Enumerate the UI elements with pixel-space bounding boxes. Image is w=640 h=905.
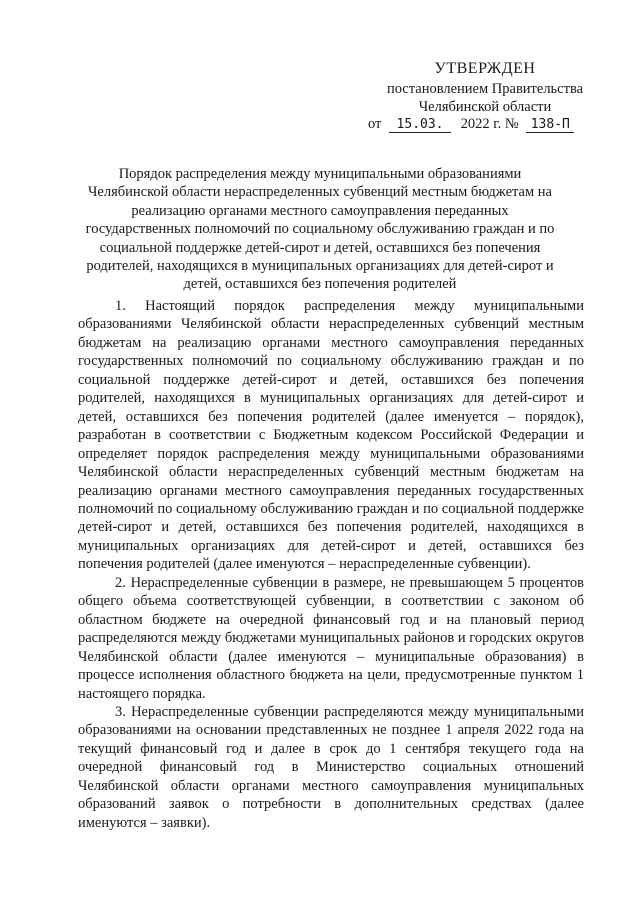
approved-heading: УТВЕРЖДЕН (434, 60, 536, 77)
document-title: Порядок распределения между муниципальными образованиями Челябинской области нераспределенных субвенций местным бюджетам на реализацию органами местного самоуправления переданных государственных полномочий по социальному обслуживанию граждан и по социальной поддержке детей-сирот и детей, оставшихся без попечения родителей, находящихся в муниципальных организациях для детей-сирот и детей, оставшихся без попечения родителей (85, 166, 555, 293)
approval-line-2: Челябинской области (418, 99, 552, 115)
document-body (78, 297, 584, 832)
approval-date-line (368, 115, 598, 133)
date-value: 15.03. (389, 117, 451, 133)
decree-number: 138-П (526, 117, 574, 133)
paragraph-1: 1. Настоящий порядок распределения между муниципальными образованиями Челябинской области нераспределенных субвенций местным бюджетам на реализацию органами местного самоуправления переданных государственных полномочий по социальному обслуживанию граждан и по социальной поддержке детей-сирот и детей, оставшихся без попечения родителей, находящихся в муниципальных организациях для детей-сирот и детей, оставшихся без попечения родителей (далее именуется – порядок), разработан в соответствии с Бюджетным кодексом Российской Федерации и определяет порядок распределения между муниципальными образованиями Челябинской области нераспределенных субвенций местным бюджетам на реализацию органами местного самоуправления переданных государственных полномочий по социальному обслуживанию граждан и по социальной поддержке детей-сирот и детей, оставшихся без попечения родителей, находящихся в муниципальных организациях для детей-сирот и детей, оставшихся без попечения родителей (далее именуются – нераспределенные субвенции). (78, 298, 584, 573)
year-text: 2022 г. № (460, 116, 519, 132)
paragraph-3: 3. Нераспределенные субвенции распределяются между муниципальными образованиями на основании представленных не позднее 1 апреля 2022 года на текущий финансовый год и далее в срок до 1 сентября текущего года на очередной финансовый год в Министерство социальных отношений Челябинской области органами местного самоуправления муниципальных образований заявок о потребности в дополнительных средствах (далее именуются – заявки). (78, 703, 584, 831)
approval-line-1: постановлением Правительства (386, 81, 584, 97)
approval-stamp (380, 60, 590, 116)
paragraph-2: 2. Нераспределенные субвенции в размере, не превышающем 5 процентов общего объема соответствующей субвенции, в соответствии с законом об областном бюджете на очередной финансовый год и на плановый период распределяются между бюджетами муниципальных районов и городских округов Челябинской области (далее именуются – муниципальные образования) в процессе исполнения областного бюджета на цели, предусмотренные пунктом 1 настоящего порядка. (78, 574, 584, 702)
date-prefix: от (368, 116, 382, 132)
